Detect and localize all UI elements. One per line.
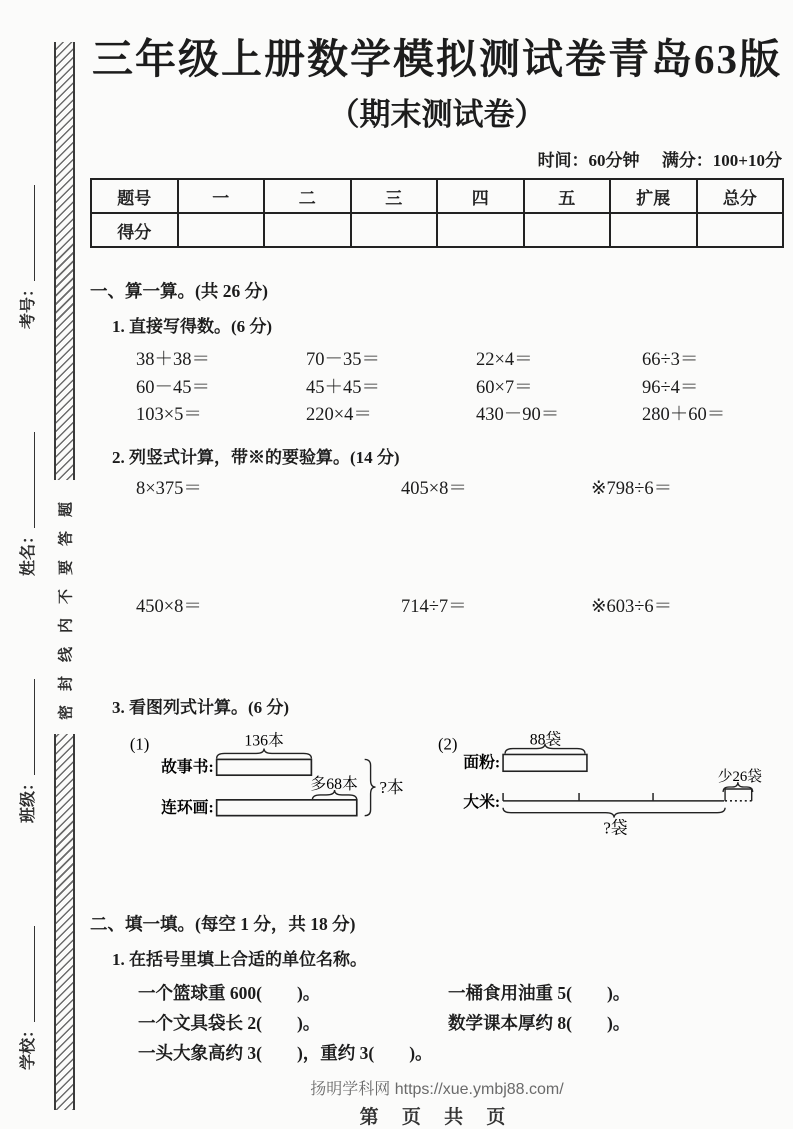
calc-expression: 103×5＝: [136, 405, 202, 426]
section-two-heading: 二、填一填。(每空 1 分，共 18 分): [90, 913, 356, 934]
rice-bar-line: [503, 793, 724, 801]
exam-info-line: [90, 146, 784, 171]
section-one-heading: 一、算一算。(共 26 分): [90, 281, 268, 302]
seal-line-text: 密封线内不要答题: [52, 480, 77, 734]
score-header-cell: 一: [178, 179, 265, 213]
field-examno: 考号：: [15, 185, 38, 329]
brace-total-bottom: [503, 807, 725, 817]
calc-expression: 96÷4＝: [642, 377, 699, 398]
brace-136: [217, 748, 312, 758]
paper-content: [90, 36, 784, 1129]
calc-expression: ※603÷6＝: [591, 596, 673, 617]
question-1-label: 1. 直接写得数。(6 分): [112, 317, 273, 337]
score-table-header-row: [91, 179, 783, 213]
flour-bar: [503, 754, 587, 771]
calc-expression: 450×8＝: [136, 596, 202, 617]
story-book-bar: [217, 759, 312, 775]
calc-expression: 8×375＝: [136, 478, 202, 499]
column-calc-row-2: [136, 594, 784, 621]
diagram-2-bar1-label: 面粉:: [463, 753, 500, 771]
calc-expression: 70－35＝: [306, 350, 381, 371]
diagram-1-number: (1): [129, 734, 150, 754]
score-table: [90, 178, 784, 248]
mental-math-grid: [136, 347, 784, 430]
score-header-cell: 题号: [91, 179, 178, 213]
score-header-cell: 三: [351, 179, 438, 213]
comic-book-bar: [217, 799, 357, 815]
brace-total-right: [365, 759, 376, 815]
diagram-1-books: [118, 729, 434, 849]
watermark-site: 扬明学科网 https://xue.ymbj88.com/: [310, 1080, 564, 1098]
unit-fill-grid: [138, 978, 784, 1068]
question-3-label: 3. 看图列式计算。(6 分): [112, 697, 290, 717]
score-header-cell: 扩展: [610, 179, 697, 213]
score-blank-cell: [610, 213, 697, 247]
rice-dashed-box: [725, 789, 752, 801]
score-blank-cell: [697, 213, 784, 247]
calc-expression: 22×4＝: [476, 350, 533, 371]
fill-item: 一头大象高约 3( )，重约 3( )。: [138, 1042, 433, 1063]
field-school: 学校：: [15, 926, 38, 1070]
page-footer: [90, 1076, 784, 1129]
field-name: 姓名：: [15, 432, 38, 576]
seal-line-strip: [54, 42, 75, 1110]
class-blank: [21, 679, 35, 775]
calc-expression: 280＋60＝: [642, 405, 726, 426]
page-number-line: 第 页 共 页: [359, 1106, 515, 1128]
calc-expression: 45＋45＝: [306, 377, 381, 398]
calc-expression: 714÷7＝: [401, 596, 467, 617]
diagram-2-total-label: ?袋: [603, 818, 628, 838]
calc-expression: 38＋38＝: [136, 350, 211, 371]
diagram-2-bar2-label: 大米:: [463, 793, 500, 811]
diagram-2-top-value: 88袋: [529, 731, 562, 749]
score-blank-cell: [524, 213, 611, 247]
examno-blank: [21, 185, 35, 281]
score-header-cell: 二: [264, 179, 351, 213]
question-2-label: 2. 列竖式计算，带※的要验算。(14 分): [112, 447, 400, 467]
calc-expression: 405×8＝: [401, 478, 467, 499]
calc-expression: ※798÷6＝: [591, 478, 673, 499]
column-calc-row-1: [136, 476, 784, 503]
page-title: 三年级上册数学模拟测试卷青岛63版: [92, 36, 782, 82]
fill-item: 一个文具袋长 2( )。: [138, 1012, 321, 1033]
score-header-cell: 总分: [697, 179, 784, 213]
fill-item: 数学课本厚约 8( )。: [448, 1012, 631, 1033]
name-blank: [21, 432, 35, 528]
diagram-2-number: (2): [437, 734, 458, 754]
calc-expression: 60－45＝: [136, 377, 211, 398]
bar-diagrams: [118, 729, 784, 849]
score-row-label: 得分: [91, 213, 178, 247]
page-subtitle: （期末测试卷）: [328, 97, 546, 133]
student-info-rotated: [0, 0, 52, 1122]
calc-expression: 66÷3＝: [642, 350, 699, 371]
score-blank-cell: [264, 213, 351, 247]
diagram-2-bags: [434, 729, 784, 849]
student-info-strip: [0, 0, 52, 1122]
calc-expression: 60×7＝: [476, 377, 533, 398]
score-blank-cell: [437, 213, 524, 247]
diagram-1-top-value: 136本: [244, 732, 284, 750]
score-blank-cell: [178, 213, 265, 247]
diagram-1-bar1-label: 故事书:: [161, 758, 214, 776]
section-two-q1-label: 1. 在括号里填上合适的单位名称。: [112, 949, 367, 969]
fill-item: 一个篮球重 600( )。: [138, 982, 321, 1003]
field-class: 班级：: [15, 679, 38, 823]
diagram-2-less-label: 少26袋: [717, 768, 762, 785]
calc-expression: 430－90＝: [476, 405, 560, 426]
score-header-cell: 五: [524, 179, 611, 213]
time-limit: 时间：60分钟: [537, 151, 640, 171]
calc-expression: 220×4＝: [306, 405, 372, 426]
diagram-1-bar2-label: 连环画:: [161, 799, 214, 817]
full-score: 满分：100+10分: [661, 151, 782, 171]
diagram-1-extra-label: 多68本: [310, 775, 358, 793]
diagram-1-total-label: ?本: [379, 777, 404, 797]
score-header-cell: 四: [437, 179, 524, 213]
fill-item: 一桶食用油重 5( )。: [448, 982, 631, 1003]
school-blank: [21, 926, 35, 1022]
score-table-score-row: [91, 213, 783, 247]
score-blank-cell: [351, 213, 438, 247]
